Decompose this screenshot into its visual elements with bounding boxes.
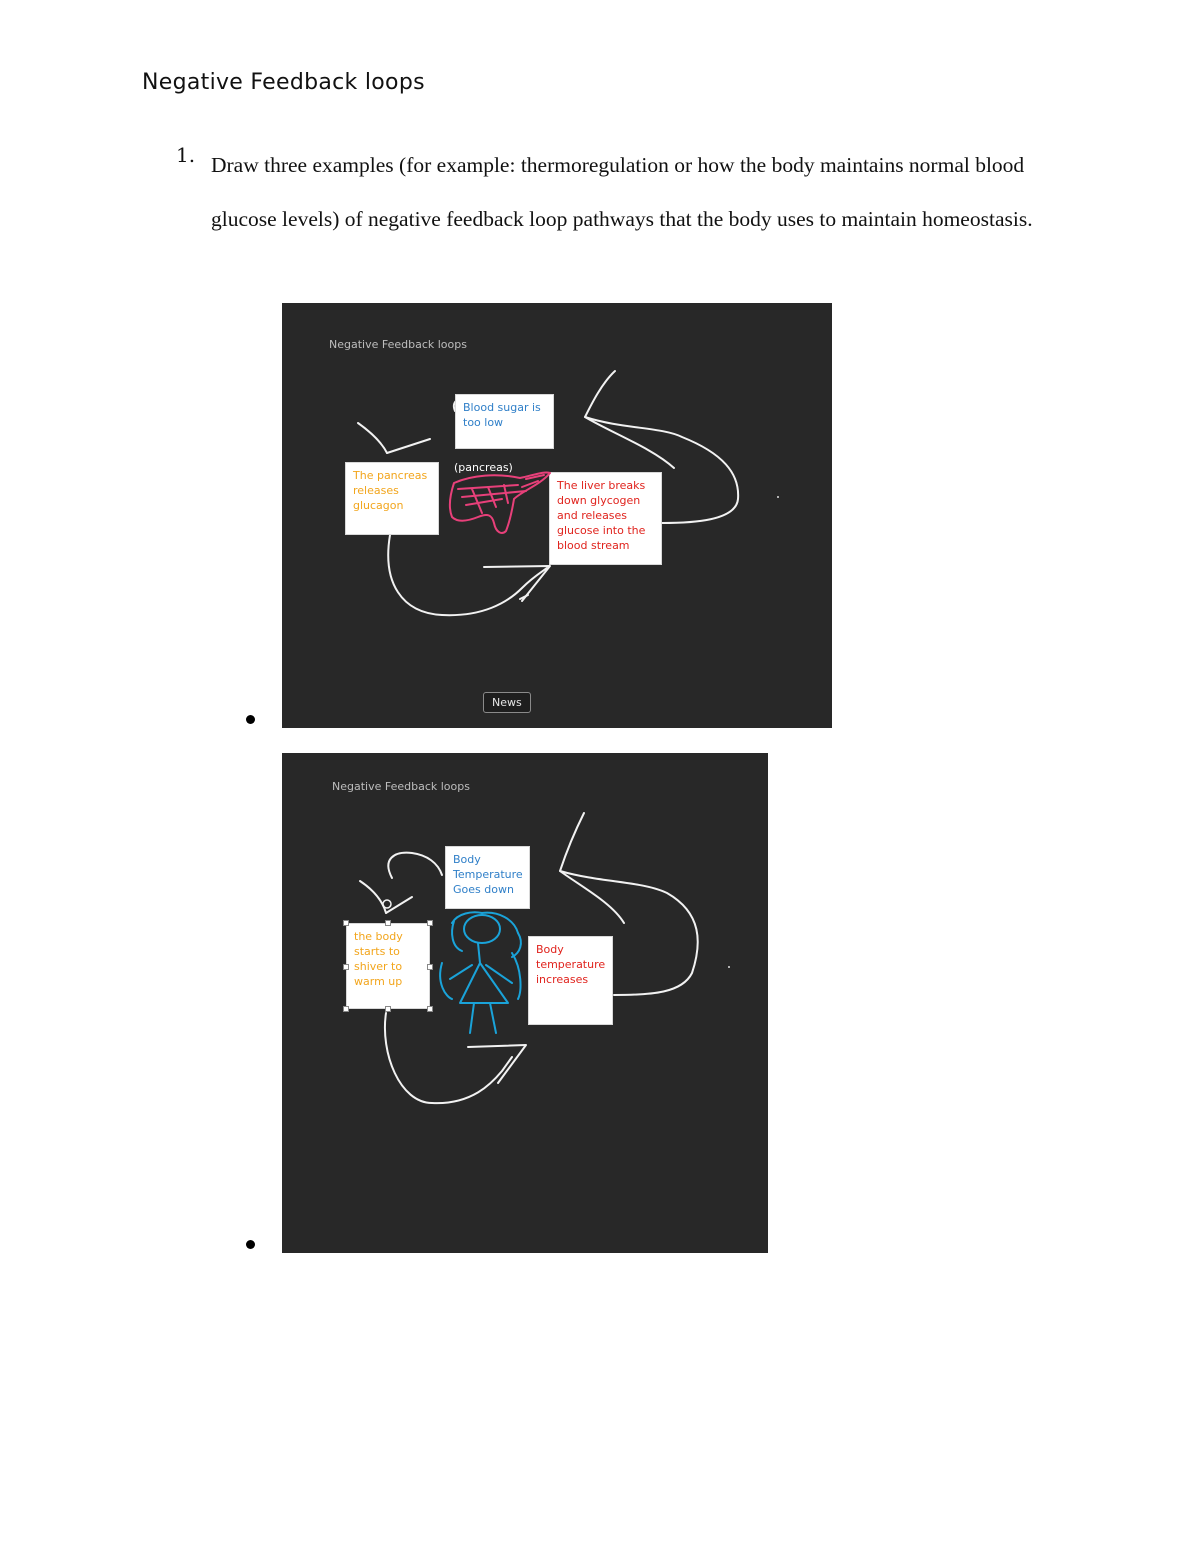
- list-bullet: [246, 715, 255, 724]
- question-text: Draw three examples (for example: thermoregulation or how the body maintains normal blood glucose levels) of negative feedback loop pathways that the body uses to maintain homeostasis.: [211, 153, 1033, 231]
- news-button[interactable]: News: [483, 692, 531, 713]
- note-body-temperature-down: Body Temperature Goes down: [445, 846, 530, 909]
- pancreas-label: (pancreas): [454, 461, 513, 474]
- note-body-starts-shiver: the body starts to shiver to warm up: [346, 923, 430, 1009]
- whiteboard-title: Negative Feedback loops: [332, 780, 470, 793]
- whiteboard-screenshot-glucose: [282, 303, 832, 728]
- question-number: 1.: [176, 143, 196, 167]
- stick-figure-drawing: [282, 753, 768, 1253]
- note-pancreas-releases-glucagon: The pancreas releases glucagon: [345, 462, 439, 535]
- list-bullet: [246, 1240, 255, 1249]
- whiteboard-screenshot-temperature: [282, 753, 768, 1253]
- whiteboard-title: Negative Feedback loops: [329, 338, 467, 351]
- note-liver-breaks-down-glycogen: The liver breaks down glycogen and releases glucose into the blood stream: [549, 472, 662, 565]
- pancreas-drawing: [282, 303, 832, 728]
- note-blood-sugar-low: Blood sugar is too low: [455, 394, 554, 449]
- document-title: Negative Feedback loops: [142, 70, 425, 95]
- note-body-temperature-increases: Body temperature increases: [528, 936, 613, 1025]
